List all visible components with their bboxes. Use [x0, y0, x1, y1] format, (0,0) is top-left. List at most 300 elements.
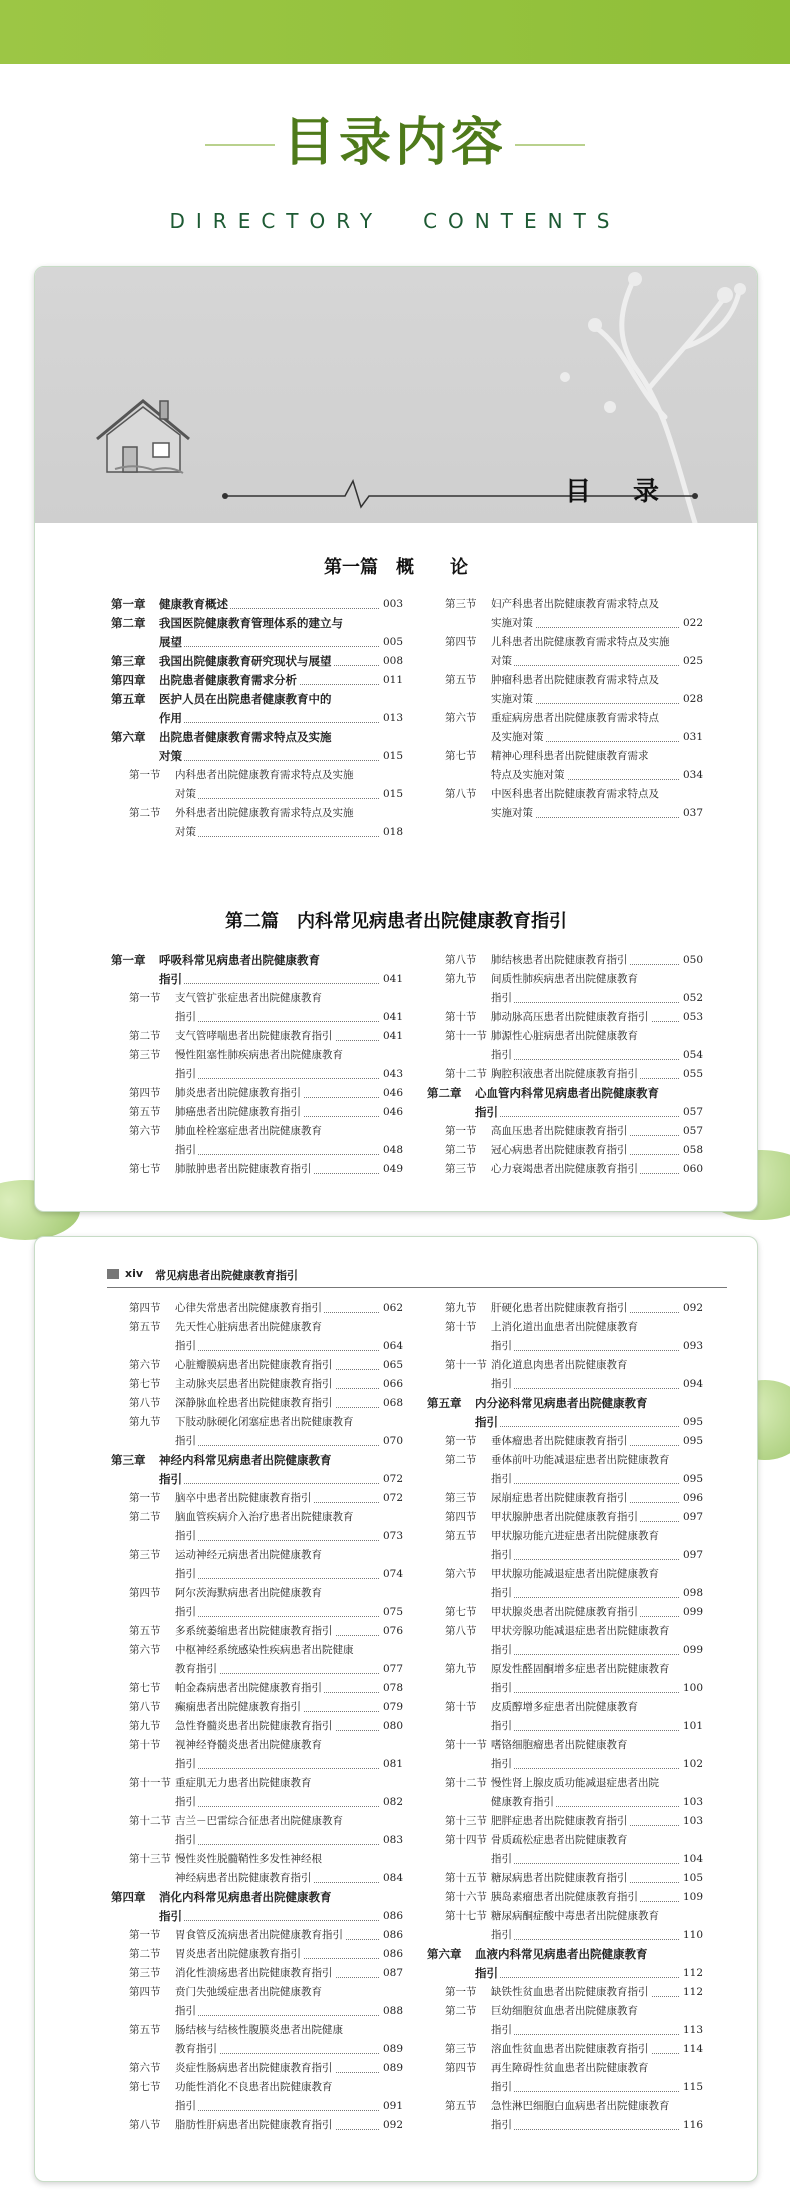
toc-page-number: 073: [381, 1527, 403, 1546]
toc-entry-number: 第八节: [129, 1397, 161, 1409]
dot-leader: [491, 1388, 679, 1389]
toc-entry-title: 指引: [475, 1966, 498, 1980]
toc-section-row[interactable]: [111, 1299, 403, 1318]
toc-section-row[interactable]: [111, 785, 403, 804]
toc-section-row[interactable]: [111, 1508, 403, 1527]
toc-section-row[interactable]: [427, 1983, 703, 2002]
toc-section-row[interactable]: [427, 1318, 703, 1337]
toc-entry-title: 间质性肺疾病患者出院健康教育: [491, 973, 638, 985]
toc-section-row[interactable]: [111, 1698, 403, 1717]
toc-section-row[interactable]: [427, 1831, 703, 1850]
toc-entry-title: 骨质疏松症患者出院健康教育: [491, 1834, 628, 1846]
toc-section-row[interactable]: [427, 804, 703, 823]
toc-section-row[interactable]: [111, 1983, 403, 2002]
toc-page-number: 077: [381, 1660, 403, 1679]
toc-page-number: 015: [381, 785, 403, 804]
toc-section-row[interactable]: [427, 2002, 703, 2021]
top-green-bar: [0, 0, 790, 64]
toc-section-row[interactable]: [111, 1356, 403, 1375]
toc-entry-title: 神经内科常见病患者出院健康教育: [159, 1453, 332, 1467]
toc-entry-title: 指引: [175, 1068, 196, 1080]
toc-entry-number: 第七节: [445, 1606, 477, 1618]
toc-section-row[interactable]: [111, 1793, 403, 1812]
toc-page-number: 097: [681, 1508, 703, 1527]
toc-page-number: 093: [681, 1337, 703, 1356]
toc-section-row[interactable]: [427, 1603, 703, 1622]
toc-section-row[interactable]: [111, 1489, 403, 1508]
toc-section-row[interactable]: [427, 2116, 703, 2135]
toc-entry-number: 第三节: [129, 1049, 161, 1061]
toc-entry-title: 肝硬化患者出院健康教育指引: [491, 1302, 628, 1314]
toc-section-row[interactable]: [427, 1793, 703, 1812]
toc-section-row[interactable]: [111, 1679, 403, 1698]
part-2-right-column: [427, 951, 703, 1179]
toc-entry-title: 肠结核与结核性腹膜炎患者出院健康: [175, 2024, 343, 2036]
toc-section-row[interactable]: [427, 766, 703, 785]
toc-section-row[interactable]: [427, 1812, 703, 1831]
toc-entry-title: 指引: [175, 1758, 196, 1770]
toc-entry-title: 上消化道出血患者出院健康教育: [491, 1321, 638, 1333]
toc-page-number: 110: [681, 1926, 703, 1945]
toc-entry-title: 指引: [175, 1011, 196, 1023]
toc-section-row[interactable]: [111, 1546, 403, 1565]
toc-section-row[interactable]: [111, 2021, 403, 2040]
toc-page-number: 072: [381, 1470, 403, 1489]
toc-entry-number: 第八节: [445, 954, 477, 966]
toc-entry-title: 慢性阻塞性肺疾病患者出院健康教育: [175, 1049, 343, 1061]
toc-chapter-row[interactable]: [111, 951, 403, 970]
toc-entry-number: 第五章: [111, 692, 146, 706]
toc-section-row[interactable]: [111, 2116, 403, 2135]
toc-section-row[interactable]: [111, 1160, 403, 1179]
toc-entry-title: 呼吸科常见病患者出院健康教育: [159, 953, 320, 967]
toc-chapter-row[interactable]: [111, 1907, 403, 1926]
toc-entry-title: 对策: [175, 788, 196, 800]
toc-page-number: 099: [681, 1603, 703, 1622]
toc-entry-title: 对策: [175, 826, 196, 838]
toc-entry-number: 第七节: [445, 750, 477, 762]
toc-entry-title: 脂肪性肝病患者出院健康教育指引: [175, 2119, 333, 2131]
toc-page-number: 114: [681, 2040, 703, 2059]
toc-section-row[interactable]: [427, 1337, 703, 1356]
toc-entry-title: 下肢动脉硬化闭塞症患者出院健康教育: [175, 1416, 354, 1428]
toc-page-number: 043: [381, 1065, 403, 1084]
toc-section-row[interactable]: [111, 1565, 403, 1584]
page-2-right-column: [427, 1299, 703, 2135]
toc-section-row[interactable]: [111, 823, 403, 842]
toc-section-row[interactable]: [111, 1831, 403, 1850]
toc-section-row[interactable]: [427, 1008, 703, 1027]
toc-chapter-row[interactable]: [111, 595, 403, 614]
toc-entry-number: 第二节: [445, 2005, 477, 2017]
toc-section-row[interactable]: [111, 1375, 403, 1394]
toc-entry-number: 第三节: [445, 598, 477, 610]
toc-section-row[interactable]: [427, 709, 703, 728]
toc-chapter-row[interactable]: [111, 747, 403, 766]
toc-page-number: 091: [381, 2097, 403, 2116]
toc-entry-title: 中医科患者出院健康教育需求特点及: [491, 788, 659, 800]
toc-entry-title: 健康教育概述: [159, 597, 228, 611]
toc-section-row[interactable]: [427, 1065, 703, 1084]
toc-section-row[interactable]: [111, 1641, 403, 1660]
toc-section-row[interactable]: [427, 614, 703, 633]
toc-section-row[interactable]: [111, 1926, 403, 1945]
toc-section-row[interactable]: [111, 1027, 403, 1046]
toc-page-number: 041: [381, 1008, 403, 1027]
toc-page-number: 074: [381, 1565, 403, 1584]
toc-entry-number: 第九节: [445, 973, 477, 985]
toc-section-row[interactable]: [427, 747, 703, 766]
running-header: [107, 1267, 727, 1288]
toc-section-row[interactable]: [427, 2040, 703, 2059]
toc-section-row[interactable]: [427, 1907, 703, 1926]
toc-entry-title: 心脏瓣膜病患者出院健康教育指引: [175, 1359, 333, 1371]
toc-entry-title: 急性淋巴细胞白血病患者出院健康教育: [491, 2100, 670, 2112]
toc-page-number: 084: [381, 1869, 403, 1888]
toc-page-number: 076: [381, 1622, 403, 1641]
toc-entry-number: 第六节: [129, 1125, 161, 1137]
toc-chapter-row[interactable]: [111, 1888, 403, 1907]
part-1-left-column: [111, 595, 403, 842]
toc-section-row[interactable]: [427, 1027, 703, 1046]
toc-section-row[interactable]: [111, 989, 403, 1008]
toc-section-row[interactable]: [427, 1375, 703, 1394]
toc-page-number: 015: [381, 747, 403, 766]
toc-section-row[interactable]: [111, 1584, 403, 1603]
toc-section-row[interactable]: [111, 2040, 403, 2059]
toc-section-row[interactable]: [427, 728, 703, 747]
toc-section-row[interactable]: [427, 989, 703, 1008]
toc-section-row[interactable]: [427, 1679, 703, 1698]
toc-section-row[interactable]: [427, 1299, 703, 1318]
toc-entry-title: 指引: [491, 1929, 512, 1941]
toc-entry-title: 支气管哮喘患者出院健康教育指引: [175, 1030, 333, 1042]
toc-section-row[interactable]: [427, 690, 703, 709]
toc-chapter-row[interactable]: [111, 1451, 403, 1470]
toc-entry-title: 胸腔积液患者出院健康教育指引: [491, 1068, 638, 1080]
toc-chapter-row[interactable]: [111, 690, 403, 709]
toc-entry-title: 指引: [175, 1435, 196, 1447]
toc-section-row[interactable]: [111, 1141, 403, 1160]
toc-chapter-row[interactable]: [111, 709, 403, 728]
toc-section-row[interactable]: [427, 1451, 703, 1470]
toc-entry-title: 糖尿病患者出院健康教育指引: [491, 1872, 628, 1884]
toc-entry-title: 指引: [491, 2081, 512, 2093]
toc-section-row[interactable]: [427, 1660, 703, 1679]
dot-leader: [491, 1483, 679, 1484]
toc-section-row[interactable]: [111, 1869, 403, 1888]
toc-section-row[interactable]: [111, 804, 403, 823]
toc-page-number: 089: [381, 2040, 403, 2059]
toc-section-row[interactable]: [111, 766, 403, 785]
toc-section-row[interactable]: [111, 1964, 403, 1983]
toc-section-row[interactable]: [427, 652, 703, 671]
dot-leader: [159, 646, 379, 647]
toc-entry-number: 第六节: [445, 1568, 477, 1580]
toc-chapter-row[interactable]: [111, 614, 403, 633]
toc-chapter-row[interactable]: [427, 1945, 703, 1964]
dot-leader: [175, 1078, 379, 1079]
toc-page-number: 031: [681, 728, 703, 747]
toc-entry-title: 对策: [491, 655, 512, 667]
toc-page-number: 013: [381, 709, 403, 728]
toc-chapter-row[interactable]: [111, 652, 403, 671]
toc-section-row[interactable]: [427, 1698, 703, 1717]
toc-page-number: 066: [381, 1375, 403, 1394]
toc-chapter-row[interactable]: [111, 633, 403, 652]
toc-page-number: 041: [381, 1027, 403, 1046]
toc-entry-number: 第四章: [111, 673, 146, 687]
toc-section-row[interactable]: [427, 1622, 703, 1641]
toc-section-row[interactable]: [427, 1755, 703, 1774]
toc-entry-number: 第一章: [111, 597, 146, 611]
dot-leader: [475, 1426, 679, 1427]
toc-section-row[interactable]: [111, 1812, 403, 1831]
part-2-left-column: [111, 951, 403, 1179]
toc-section-row[interactable]: [427, 2059, 703, 2078]
toc-page-2: [34, 1236, 758, 2182]
toc-section-row[interactable]: [111, 1122, 403, 1141]
toc-entry-number: 第四节: [445, 2062, 477, 2074]
toc-section-row[interactable]: [111, 1432, 403, 1451]
dot-leader: [475, 1116, 679, 1117]
dot-leader: [175, 1844, 379, 1845]
toc-entry-title: 指引: [491, 2119, 512, 2131]
toc-section-row[interactable]: [111, 1622, 403, 1641]
toc-page-number: 086: [381, 1945, 403, 1964]
toc-entry-number: 第五节: [445, 1530, 477, 1542]
toc-section-row[interactable]: [111, 1736, 403, 1755]
toc-section-row[interactable]: [111, 2059, 403, 2078]
toc-section-row[interactable]: [111, 1603, 403, 1622]
toc-chapter-row[interactable]: [111, 671, 403, 690]
toc-entry-title: 指引: [491, 1758, 512, 1770]
toc-entry-number: 第四节: [129, 1986, 161, 1998]
toc-entry-title: 功能性消化不良患者出院健康教育: [175, 2081, 333, 2093]
toc-page-number: 086: [381, 1907, 403, 1926]
toc-entry-number: 第十一节: [445, 1359, 487, 1371]
toc-entry-title: 视神经脊髓炎患者出院健康教育: [175, 1739, 322, 1751]
toc-section-row[interactable]: [111, 1660, 403, 1679]
toc-section-row[interactable]: [427, 595, 703, 614]
toc-entry-number: 第八节: [129, 2119, 161, 2131]
dot-leader: [159, 1920, 379, 1921]
toc-page-number: 054: [681, 1046, 703, 1065]
toc-section-row[interactable]: [427, 970, 703, 989]
toc-section-row[interactable]: [111, 1717, 403, 1736]
toc-section-row[interactable]: [427, 1489, 703, 1508]
toc-section-row[interactable]: [427, 1046, 703, 1065]
toc-entry-number: 第五章: [427, 1396, 462, 1410]
toc-entry-number: 第三节: [129, 1549, 161, 1561]
toc-entry-title: 外科患者出院健康教育需求特点及实施: [175, 807, 354, 819]
toc-section-row[interactable]: [427, 1546, 703, 1565]
toc-section-row[interactable]: [427, 1584, 703, 1603]
dot-leader: [175, 2110, 379, 2111]
toc-section-row[interactable]: [427, 785, 703, 804]
toc-entry-number: 第五节: [445, 674, 477, 686]
header-decoration-left: [205, 144, 275, 146]
toc-entry-title: 心律失常患者出院健康教育指引: [175, 1302, 322, 1314]
toc-chapter-row[interactable]: [427, 1964, 703, 1983]
toc-entry-title: 指引: [175, 2005, 196, 2017]
toc-entry-title: 急性脊髓炎患者出院健康教育指引: [175, 1720, 333, 1732]
toc-chapter-row[interactable]: [427, 1394, 703, 1413]
toc-section-row[interactable]: [427, 1926, 703, 1945]
toc-section-row[interactable]: [111, 2078, 403, 2097]
toc-page-number: 046: [381, 1084, 403, 1103]
toc-page-number: 049: [381, 1160, 403, 1179]
toc-entry-number: 第七节: [129, 2081, 161, 2093]
toc-section-row[interactable]: [427, 1565, 703, 1584]
toc-section-row[interactable]: [111, 1046, 403, 1065]
toc-section-row[interactable]: [111, 1008, 403, 1027]
toc-section-row[interactable]: [427, 1356, 703, 1375]
toc-entry-number: 第十四节: [445, 1834, 487, 1846]
toc-entry-title: 实施对策: [491, 807, 533, 819]
toc-page-number: 058: [681, 1141, 703, 1160]
toc-chapter-row[interactable]: [427, 1084, 703, 1103]
toc-section-row[interactable]: [427, 1869, 703, 1888]
dot-leader: [491, 2034, 679, 2035]
toc-section-row[interactable]: [427, 2021, 703, 2040]
toc-section-row[interactable]: [111, 2097, 403, 2116]
toc-entry-title: 再生障碍性贫血患者出院健康教育: [491, 2062, 649, 2074]
toc-entry-title: 我国出院健康教育研究现状与展望: [159, 654, 332, 668]
toc-entry-number: 第十二节: [445, 1068, 487, 1080]
toc-entry-title: 肺癌患者出院健康教育指引: [175, 1106, 301, 1118]
toc-chapter-row[interactable]: [427, 1413, 703, 1432]
toc-page-number: 018: [381, 823, 403, 842]
toc-entry-number: 第一章: [111, 953, 146, 967]
toc-section-row[interactable]: [111, 1774, 403, 1793]
toc-entry-number: 第一节: [445, 1986, 477, 1998]
toc-page-number: 112: [681, 1964, 703, 1983]
toc-entry-title: 垂体瘤患者出院健康教育指引: [491, 1435, 628, 1447]
toc-section-row[interactable]: [427, 1736, 703, 1755]
toc-entry-title: 指引: [475, 1105, 498, 1119]
toc-section-row[interactable]: [111, 1413, 403, 1432]
toc-chapter-row[interactable]: [427, 1103, 703, 1122]
toc-entry-number: 第一节: [129, 769, 161, 781]
toc-section-row[interactable]: [111, 1945, 403, 1964]
toc-section-row[interactable]: [427, 671, 703, 690]
toc-page-number: 060: [681, 1160, 703, 1179]
toc-page-number: 101: [681, 1717, 703, 1736]
page-header: [0, 100, 790, 233]
toc-section-row[interactable]: [427, 1122, 703, 1141]
toc-entry-title: 甲状腺炎患者出院健康教育指引: [491, 1606, 638, 1618]
toc-section-row[interactable]: [427, 1850, 703, 1869]
toc-entry-number: 第八节: [129, 1701, 161, 1713]
toc-chapter-row[interactable]: [111, 1470, 403, 1489]
toc-section-row[interactable]: [427, 951, 703, 970]
dot-leader: [491, 1863, 679, 1864]
toc-page-1: [34, 266, 758, 1212]
toc-page-number: 057: [681, 1122, 703, 1141]
toc-entry-title: 健康教育指引: [491, 1796, 554, 1808]
toc-section-row[interactable]: [427, 1888, 703, 1907]
toc-section-row[interactable]: [111, 1318, 403, 1337]
dot-leader: [491, 2091, 679, 2092]
dot-leader: [175, 2015, 379, 2016]
toc-section-row[interactable]: [427, 1774, 703, 1793]
toc-entry-title: 指引: [159, 1472, 182, 1486]
toc-page-number: 064: [381, 1337, 403, 1356]
toc-section-row[interactable]: [111, 1394, 403, 1413]
dot-leader: [175, 1350, 379, 1351]
toc-section-row[interactable]: [111, 1850, 403, 1869]
toc-entry-title: 出院患者健康教育需求分析: [159, 673, 297, 687]
toc-section-row[interactable]: [111, 1337, 403, 1356]
toc-entry-number: 第十节: [129, 1739, 161, 1751]
toc-entry-number: 第六章: [111, 730, 146, 744]
toc-section-row[interactable]: [111, 1084, 403, 1103]
toc-entry-title: 肺源性心脏病患者出院健康教育: [491, 1030, 638, 1042]
toc-entry-title: 指引: [175, 1530, 196, 1542]
toc-entry-title: 精神心理科患者出院健康教育需求: [491, 750, 649, 762]
toc-page-number: 068: [381, 1394, 403, 1413]
toc-section-row[interactable]: [111, 1103, 403, 1122]
toc-page-number: 053: [681, 1008, 703, 1027]
toc-section-row[interactable]: [427, 1527, 703, 1546]
toc-section-row[interactable]: [427, 1641, 703, 1660]
toc-entry-title: 冠心病患者出院健康教育指引: [491, 1144, 628, 1156]
toc-entry-title: 指引: [159, 972, 182, 986]
toc-entry-title: 甲状腺功能减退症患者出院健康教育: [491, 1568, 659, 1580]
toc-entry-title: 心血管内科常见病患者出院健康教育: [475, 1086, 659, 1100]
toc-section-row[interactable]: [427, 1470, 703, 1489]
toc-entry-number: 第九节: [129, 1720, 161, 1732]
dot-leader: [175, 836, 379, 837]
toc-page-number: 048: [381, 1141, 403, 1160]
dot-leader: [159, 1483, 379, 1484]
toc-entry-title: 指引: [491, 1340, 512, 1352]
toc-page-number: 103: [681, 1793, 703, 1812]
toc-entry-title: 巨幼细胞贫血患者出院健康教育: [491, 2005, 638, 2017]
toc-chapter-row[interactable]: [111, 728, 403, 747]
toc-section-row[interactable]: [427, 633, 703, 652]
banner-title: 目录: [565, 477, 702, 507]
toc-entry-number: 第六节: [445, 712, 477, 724]
toc-section-row[interactable]: [427, 1141, 703, 1160]
toc-entry-title: 胰岛素瘤患者出院健康教育指引: [491, 1891, 638, 1903]
toc-section-row[interactable]: [427, 1432, 703, 1451]
toc-entry-title: 炎症性肠病患者出院健康教育指引: [175, 2062, 333, 2074]
dot-leader: [491, 1654, 679, 1655]
toc-entry-title: 高血压患者出院健康教育指引: [491, 1125, 628, 1137]
dot-leader: [491, 665, 679, 666]
toc-page-number: 115: [681, 2078, 703, 2097]
toc-page-number: 081: [381, 1755, 403, 1774]
toc-section-row[interactable]: [427, 2097, 703, 2116]
toc-entry-number: 第四节: [445, 636, 477, 648]
toc-section-row[interactable]: [427, 1160, 703, 1179]
toc-section-row[interactable]: [427, 1717, 703, 1736]
toc-entry-number: 第六章: [427, 1947, 462, 1961]
toc-entry-title: 垂体前叶功能减退症患者出院健康教育: [491, 1454, 670, 1466]
toc-section-row[interactable]: [427, 2078, 703, 2097]
toc-section-row[interactable]: [111, 1755, 403, 1774]
toc-section-row[interactable]: [111, 2002, 403, 2021]
toc-entry-title: 神经病患者出院健康教育指引: [175, 1872, 312, 1884]
toc-section-row[interactable]: [427, 1508, 703, 1527]
toc-entry-number: 第六节: [129, 2062, 161, 2074]
toc-page-number: 005: [381, 633, 403, 652]
toc-section-row[interactable]: [111, 1065, 403, 1084]
toc-section-row[interactable]: [111, 1527, 403, 1546]
toc-chapter-row[interactable]: [111, 970, 403, 989]
